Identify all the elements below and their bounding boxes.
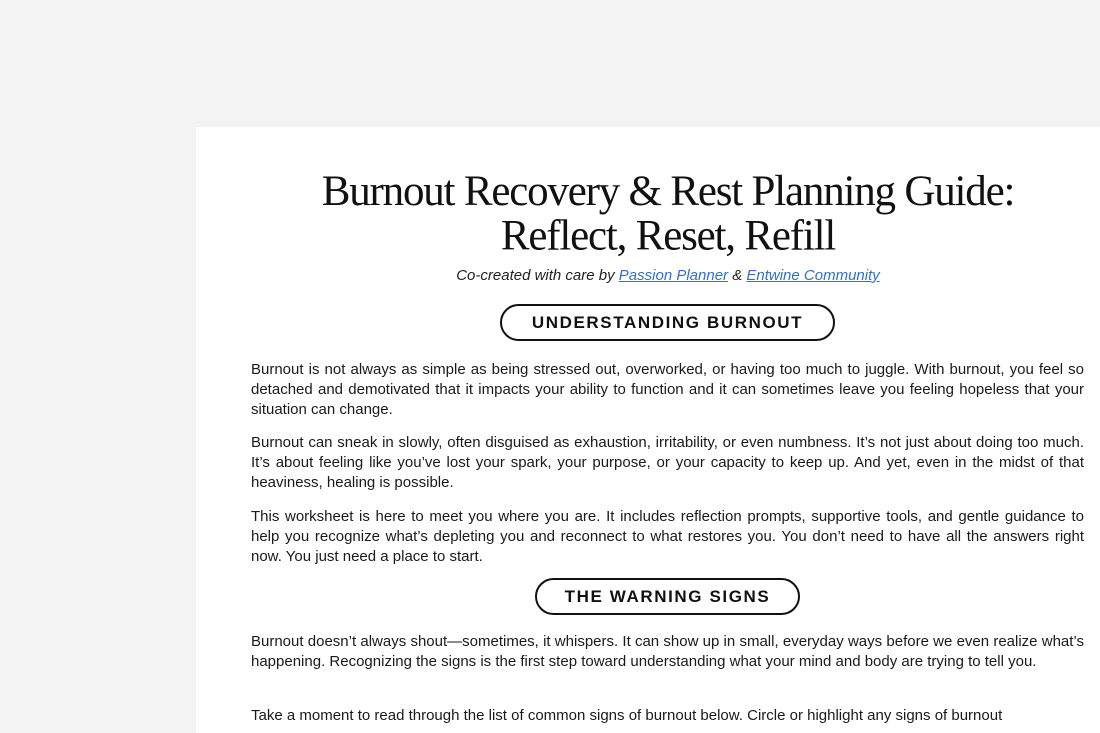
page-title-line-1: Burnout Recovery & Rest Planning Guide: <box>321 167 1015 216</box>
entwine-community-link[interactable]: Entwine Community <box>746 267 880 284</box>
paragraph-burnout-whispers: Burnout doesn’t always shout—sometimes, it whispers. It can show up in small, everyday ways before we even realize what’s happening. Recognizing the signs is the first step toward understanding what your mind and body are trying to tell you. <box>251 633 1084 670</box>
section-heading-warning-signs: THE WARNING SIGNS <box>535 578 800 615</box>
page-title <box>196 169 1100 259</box>
paragraph-worksheet-purpose: This worksheet is here to meet you where you are. It includes reflection prompts, supportive tools, and gentle guidance to help you recognize what’s depleting you and reconnect to what restores you. You don’t need to have all the answers right now. You just need a place to start. <box>251 508 1084 565</box>
section-heading-understanding-burnout: UNDERSTANDING BURNOUT <box>500 304 835 341</box>
passion-planner-link[interactable]: Passion Planner <box>618 267 729 284</box>
credits-line <box>196 266 1100 286</box>
document-page <box>196 127 1100 733</box>
credits-ampersand: & <box>728 267 747 284</box>
paragraph-burnout-definition: Burnout is not always as simple as being stressed out, overworked, or having too much to juggle. With burnout, you feel so detached and demotivated that it impacts your ability to function and it can sometimes leave you feeling hopeless that your situation can change. <box>251 361 1084 418</box>
page-title-line-2: Reflect, Reset, Refill <box>500 211 836 260</box>
credits-prefix: Co-created with care by <box>456 267 619 284</box>
paragraph-burnout-sneaks-in: Burnout can sneak in slowly, often disguised as exhaustion, irritability, or even numbness. It’s not just about doing too much. It’s about feeling like you’ve lost your spark, your purpose, or your capacity to keep up. And yet, even in the midst of that heaviness, healing is possible. <box>251 434 1084 491</box>
paragraph-read-list-instructions: Take a moment to read through the list of common signs of burnout below. Circle or highlight any signs of burnout <box>251 707 1003 724</box>
